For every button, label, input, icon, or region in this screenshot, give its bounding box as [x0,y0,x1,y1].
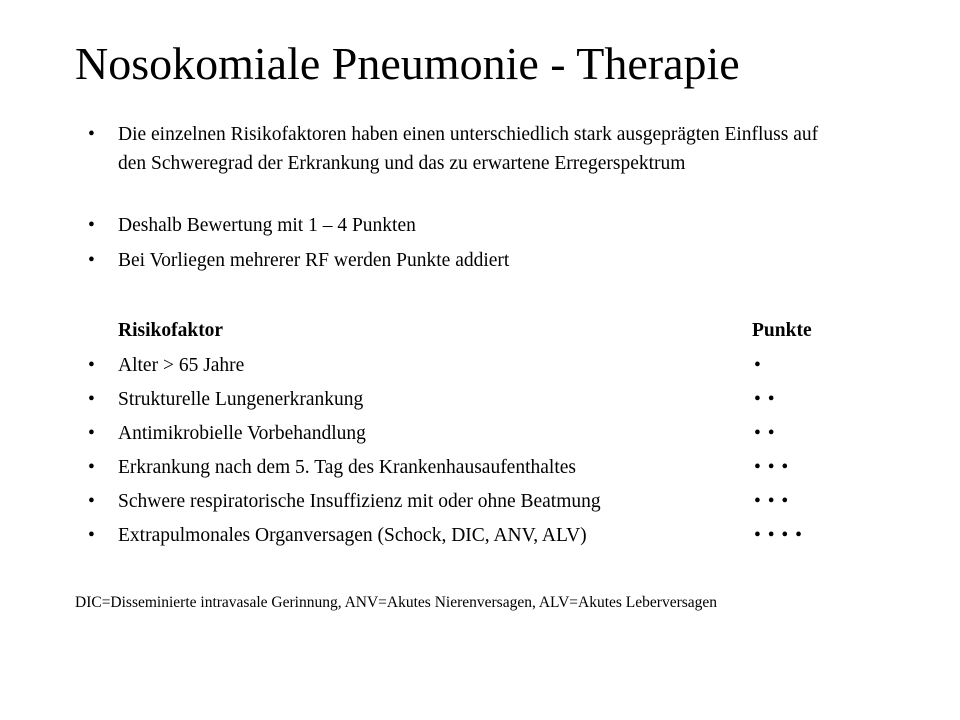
abbreviation-footnote: DIC=Disseminierte intravasale Gerinnung, ANV=Akutes Nierenversagen, ALV=Akutes Leberversagen [75,594,718,611]
intro-bullet-text: Deshalb Bewertung mit 1 – 4 Punkten [118,215,416,236]
intro-bullet-1 [88,120,848,178]
risk-factor-points: • [754,355,762,376]
bullet-glyph: • [88,423,95,444]
bullet-glyph: • [88,355,95,376]
points-column-header: Punkte [752,320,812,341]
intro-bullet-3 [88,246,848,275]
intro-bullet-text: Die einzelnen Risikofaktoren haben einen unterschiedlich stark ausgeprägten Einfluss auf den Schweregrad der Erkrankung und das zu erwartene Erregerspektrum [118,124,819,174]
risk-factor-label: Schwere respiratorische Insuffizienz mit oder ohne Beatmung [118,491,601,512]
risk-factor-points: • • • [754,457,790,478]
bullet-glyph: • [88,491,95,512]
risk-factor-label: Strukturelle Lungenerkrankung [118,389,364,410]
risk-factor-points: • • • [754,491,790,512]
risk-factor-column-header: Risikofaktor [118,320,224,341]
bullet-glyph: • [88,389,95,410]
slide-title: Nosokomiale Pneumonie - Therapie [75,38,740,89]
risk-factor-points: • • [754,389,776,410]
bullet-glyph: • [88,124,95,145]
bullet-glyph: • [88,215,95,236]
risk-factor-label: Erkrankung nach dem 5. Tag des Krankenhausaufenthaltes [118,457,576,478]
bullet-glyph: • [88,250,95,271]
risk-factor-points: • • [754,423,776,444]
risk-factor-points: • • • • [754,525,803,546]
intro-bullet-text: Bei Vorliegen mehrerer RF werden Punkte addiert [118,250,510,271]
bullet-glyph: • [88,525,95,546]
intro-bullet-2 [88,211,848,240]
risk-factor-label: Antimikrobielle Vorbehandlung [118,423,366,444]
risk-factor-label: Alter > 65 Jahre [118,355,245,376]
bullet-glyph: • [88,457,95,478]
risk-factor-label: Extrapulmonales Organversagen (Schock, DIC, ANV, ALV) [118,525,587,546]
